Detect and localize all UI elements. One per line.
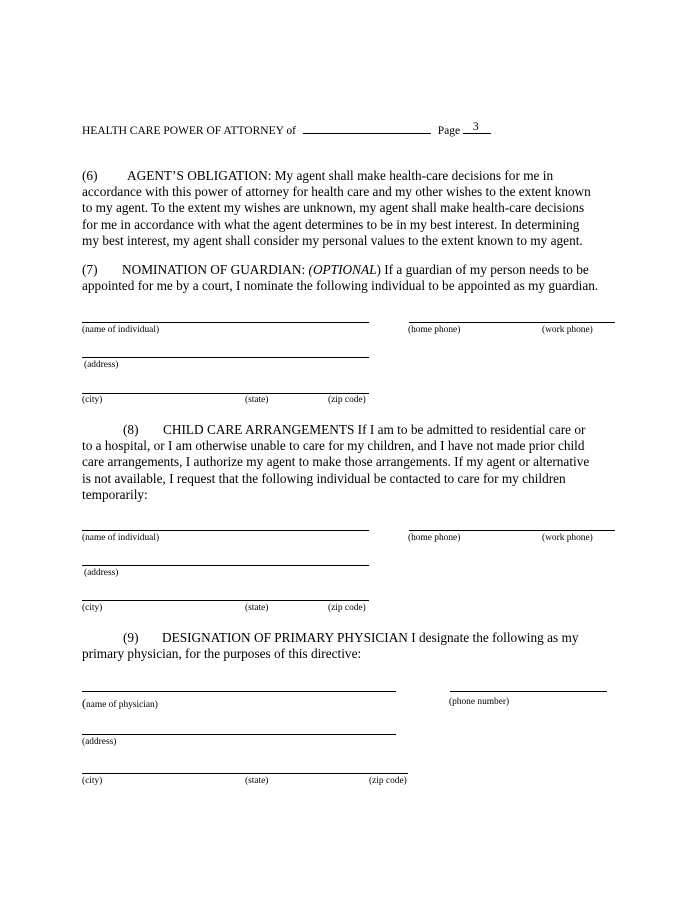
physician-state-label: (state) [245, 776, 269, 786]
section-7-optional: (OPTIONAL [308, 262, 377, 277]
section-6-agent-obligation [82, 168, 622, 249]
page-header [82, 123, 491, 137]
guardian-work-phone-label: (work phone) [542, 325, 593, 335]
child-care-address-label: (address) [84, 568, 119, 578]
physician-name-paren: ( [82, 696, 86, 710]
child-care-phone-line[interactable] [409, 530, 615, 531]
section-8-line-3: care arrangements, I authorize my agent to make those arrangements. If my agent or alternative [82, 454, 590, 470]
guardian-city-state-zip-line[interactable] [82, 393, 369, 394]
child-care-zip-label: (zip code) [328, 603, 366, 613]
section-9-primary-physician [82, 630, 622, 662]
guardian-city-label: (city) [82, 395, 103, 405]
physician-name-label [82, 696, 158, 711]
physician-address-label: (address) [82, 737, 117, 747]
physician-city-state-zip-line[interactable] [82, 773, 408, 774]
section-8-line-4: is not available, I request that the following individual be contacted to care for my children [82, 470, 566, 486]
child-care-state-label: (state) [245, 603, 269, 613]
child-care-city-state-zip-line[interactable] [82, 600, 369, 601]
section-6-line-5: my best interest, my agent shall consider my personal values to the extent known to my agent. [82, 232, 583, 248]
guardian-zip-label: (zip code) [328, 395, 366, 405]
physician-name-label-text: name of physician) [86, 700, 158, 710]
section-9-number: (9) [123, 630, 139, 645]
section-8-line-1: CHILD CARE ARRANGEMENTS If I am to be admitted to residential care or [163, 422, 586, 437]
child-care-home-phone-label: (home phone) [408, 533, 461, 543]
physician-phone-line[interactable] [450, 691, 607, 692]
section-6-line-4: for me in accordance with what the agent determines to be in my best interest. In determining [82, 216, 580, 232]
section-7-heading: NOMINATION OF GUARDIAN: [122, 262, 306, 277]
physician-city-label: (city) [82, 776, 103, 786]
section-6-line-3: to my agent. To the extent my wishes are unknown, my agent shall make health-care decisions [82, 200, 585, 216]
guardian-name-label: (name of individual) [82, 325, 160, 335]
section-8-line-5: temporarily: [82, 486, 148, 502]
section-8-line-2: to a hospital, or I am otherwise unable to care for my children, and I have not made prior child [82, 438, 585, 454]
section-6-line-2: accordance with this power of attorney for health care and my other wishes to the extent known [82, 184, 591, 200]
section-7-line-1-rest: ) If a guardian of my person needs to be [376, 262, 589, 277]
guardian-home-phone-label: (home phone) [408, 325, 461, 335]
guardian-phone-line[interactable] [409, 322, 615, 323]
section-6-line-1: AGENT’S OBLIGATION: My agent shall make health-care decisions for me in [127, 168, 554, 183]
guardian-address-line[interactable] [82, 357, 369, 358]
section-9-line-1: DESIGNATION OF PRIMARY PHYSICIAN I designate the following as my [162, 630, 579, 645]
physician-name-line[interactable] [82, 691, 396, 692]
header-title: HEALTH CARE POWER OF ATTORNEY of [82, 125, 296, 137]
physician-address-line[interactable] [82, 734, 396, 735]
child-care-city-label: (city) [82, 603, 103, 613]
guardian-state-label: (state) [245, 395, 269, 405]
child-care-address-line[interactable] [82, 565, 369, 566]
guardian-address-label: (address) [84, 360, 119, 370]
section-7-nomination-of-guardian [82, 262, 622, 294]
section-7-line-2: appointed for me by a court, I nominate the following individual to be appointed as my guardian. [82, 278, 599, 294]
page-label: Page [437, 125, 461, 137]
page-number-blank [463, 123, 491, 134]
page-number: 3 [472, 121, 479, 133]
physician-zip-label: (zip code) [369, 776, 407, 786]
child-care-name-line[interactable] [82, 530, 369, 531]
section-8-number: (8) [123, 422, 139, 437]
principal-name-blank[interactable] [303, 123, 431, 134]
physician-phone-label: (phone number) [449, 697, 510, 707]
child-care-work-phone-label: (work phone) [542, 533, 593, 543]
section-9-line-2: primary physician, for the purposes of this directive: [82, 646, 362, 662]
child-care-name-label: (name of individual) [82, 533, 160, 543]
section-8-child-care-arrangements [82, 422, 622, 503]
section-7-number: (7) [82, 262, 98, 277]
section-6-number: (6) [82, 168, 98, 183]
guardian-name-line[interactable] [82, 322, 369, 323]
